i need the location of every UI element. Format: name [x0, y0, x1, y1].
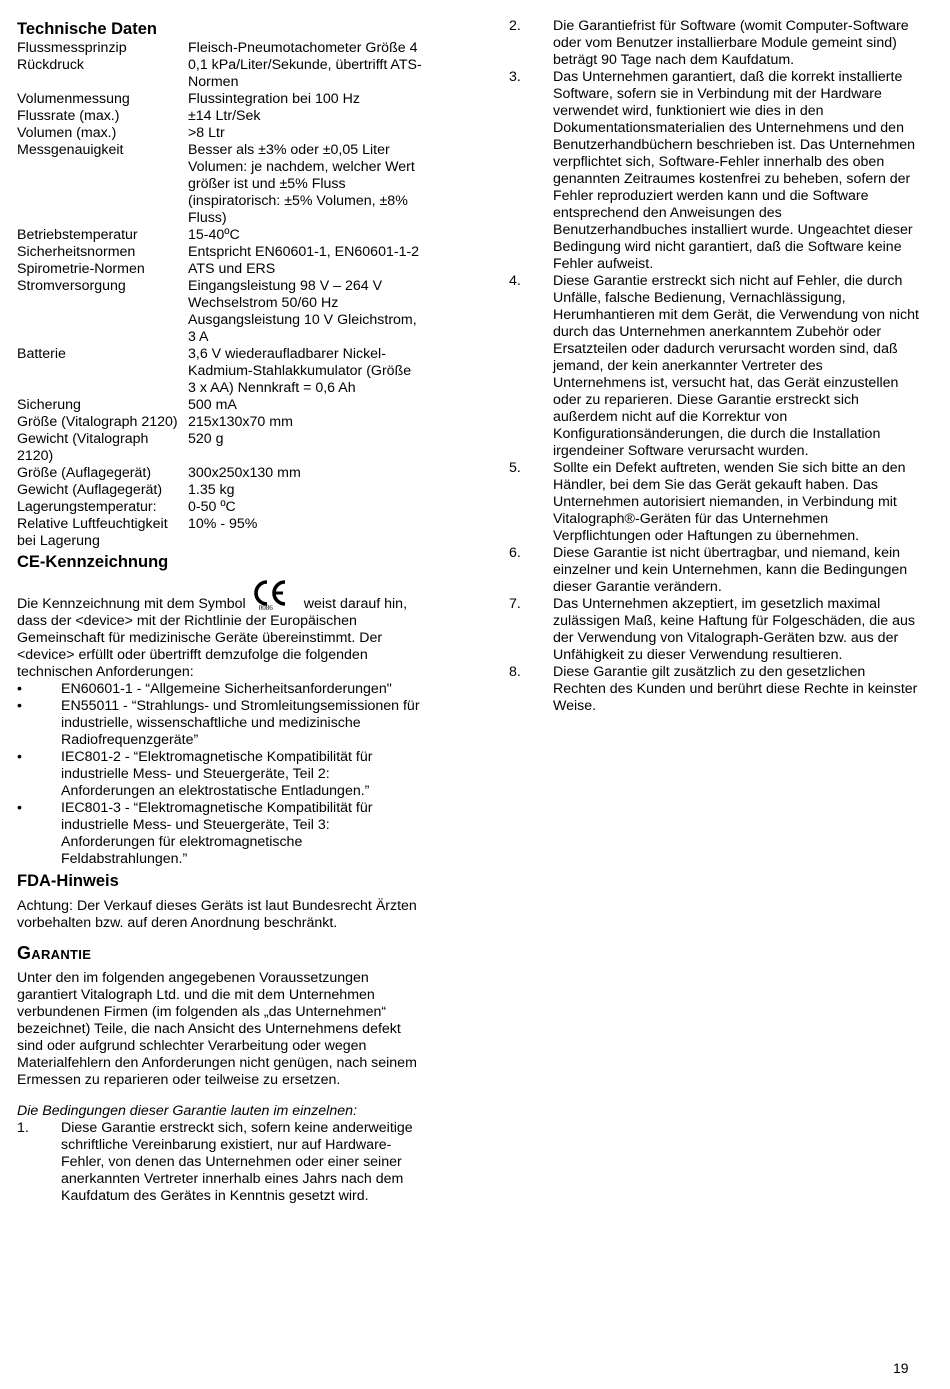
ce-standard-item	[17, 698, 422, 749]
condition-text: Das Unternehmen akzeptiert, im gesetzlich maximal zulässigen Maß, keine Haftung für Folgeschäden, die aus der Verwendung von Vitalograph-Geräten bzw. aus der Unfähigkeit zu dieser Verwendung resultieren.	[553, 596, 915, 663]
condition-item	[509, 664, 919, 715]
spec-label: Stromversorgung	[17, 278, 126, 294]
spec-label: Relative Luftfeuchtigkeit bei Lagerung	[17, 516, 168, 549]
condition-number: 4.	[509, 273, 521, 289]
ce-standard-item	[17, 681, 422, 698]
spec-label: Lagerungstemperatur:	[17, 499, 157, 515]
spec-value: 215x130x70 mm	[188, 414, 293, 430]
condition-item	[509, 69, 919, 273]
spec-value: 3,6 V wiederaufladbarer Nickel-Kadmium-Stahlakkumulator (Größe 3 x AA) Nennkraft = 0,6 Ah	[188, 346, 412, 396]
spec-label: Flussrate (max.)	[17, 108, 120, 124]
spec-label: Spirometrie-Normen	[17, 261, 145, 277]
conditions-list-right	[509, 18, 919, 715]
spec-row	[17, 91, 422, 108]
spec-row	[17, 431, 422, 465]
spec-value: 1.35 kg	[188, 482, 235, 498]
spec-label: Gewicht (Auflagegerät)	[17, 482, 163, 498]
ce-standards-list	[17, 681, 422, 868]
condition-number: 6.	[509, 545, 521, 561]
spec-row	[17, 482, 422, 499]
condition-item	[509, 460, 919, 545]
ce-mark-icon	[250, 579, 290, 613]
condition-number: 1.	[17, 1120, 29, 1136]
spec-label: Sicherung	[17, 397, 81, 413]
fda-heading: FDA-Hinweis	[17, 872, 119, 890]
conditions-list-left	[17, 1120, 422, 1205]
ce-standard-item	[17, 749, 422, 800]
ce-intro-before: Die Kennzeichnung mit dem Symbol	[17, 596, 246, 612]
spec-label: Flussmessprinzip	[17, 40, 127, 56]
condition-number: 7.	[509, 596, 521, 612]
bullet-icon: •	[17, 698, 22, 714]
spec-label: Gewicht (Vitalograph 2120)	[17, 431, 149, 464]
condition-number: 5.	[509, 460, 521, 476]
spec-value: Eingangsleistung 98 V – 264 V Wechselstrom 50/60 Hz Ausgangsleistung 10 V Gleichstrom, 3 A	[188, 278, 417, 345]
condition-number: 2.	[509, 18, 521, 34]
spec-row	[17, 499, 422, 516]
condition-text: Diese Garantie ist nicht übertragbar, und niemand, kein einzelner und kein Unternehmen, kann die Bedingungen dieser Garantie verändern.	[553, 545, 908, 595]
spec-value: Besser als ±3% oder ±0,05 Liter Volumen: je nachdem, welcher Wert größer ist und ±5% Fluss (inspiratorisch: ±5% Volumen, ±8% Fluss)	[188, 142, 415, 226]
spec-label: Größe (Auflagegerät)	[17, 465, 152, 481]
spec-row	[17, 108, 422, 125]
right-column	[509, 18, 919, 715]
spec-value: 0,1 kPa/Liter/Sekunde, übertrifft ATS-Normen	[188, 57, 422, 90]
condition-text: Diese Garantie erstreckt sich nicht auf Fehler, die durch Unfälle, falsche Bedienung, Vernachlässigung, Herumhantieren mit dem Gerät, die Verwendung von nicht durch das Unternehmen anerkanntem Zubehör oder Ersatzteilen oder dadurch verursacht worden sind, daß jemand, der kein anerkannter Vertreter des Unternehmens ist, versucht hat, das Gerät einzustellen oder zu reparieren. Diese Garantie erstreckt sich außerdem nicht auf die Korrektur von Konfigurationsänderungen, die durch die Installation irgendeiner Software verursacht wurden.	[553, 273, 919, 459]
spec-row	[17, 125, 422, 142]
condition-text: Diese Garantie gilt zusätzlich zu den gesetzlichen Rechten des Kunden und berührt diese Rechte in keinster Weise.	[553, 664, 918, 714]
spec-row	[17, 244, 422, 261]
page-number: 19	[893, 1360, 909, 1376]
spec-row	[17, 142, 422, 227]
bullet-icon: •	[17, 800, 22, 816]
condition-text: Das Unternehmen garantiert, daß die korrekt installierte Software, sofern sie in Verbindung mit der Hardware verwendet wird, funktioniert wie dies in den Dokumentationsmaterialien des Unternehmens und den Benutzerhandbüchern beschrieben ist. Das Unternehmen verpflichtet sich, Software-Fehler innerhalb des oben genannten Zeitraumes kostenfrei zu beheben, sofern der Fehler reproduziert werden kann und die Software entsprechend den Anweisungen des Benutzerhandbuches installiert wurde. Ungeachtet dieser Bedingung wird nicht garantiert, daß die Software keine Fehler aufweist.	[553, 69, 916, 272]
condition-item	[509, 596, 919, 664]
spec-value: >8 Ltr	[188, 125, 225, 141]
spec-row	[17, 261, 422, 278]
spec-value: ±14 Ltr/Sek	[188, 108, 261, 124]
spec-label: Messgenauigkeit	[17, 142, 124, 158]
spec-row	[17, 397, 422, 414]
spec-value: 10% - 95%	[188, 516, 258, 532]
bullet-icon: •	[17, 681, 22, 697]
ce-standard-text: EN55011 - “Strahlungs- und Stromleitungsemissionen für industrielle, wissenschaftliche und medizinische Radiofrequenzgeräte”	[61, 698, 420, 748]
spec-label: Volumenmessung	[17, 91, 130, 107]
garantie-intro: Unter den im folgenden angegebenen Voraussetzungen garantiert Vitalograph Ltd. und die mit dem Unternehmen verbundenen Firmen (im folgenden als „das Unternehmen“ bezeichnet) Teile, die nach Ansicht des Unternehmens defekt sind oder aufgrund schlechter Verarbeitung oder wegen Materialfehlern den Anforderungen nicht genügen, nach seinem Ermessen zu reparieren oder teilweise zu ersetzen.	[17, 970, 417, 1088]
spec-row	[17, 414, 422, 431]
ce-standard-item	[17, 800, 422, 868]
spec-value: 15-40ºC	[188, 227, 240, 243]
left-column	[17, 18, 422, 1205]
spec-value: 500 mA	[188, 397, 237, 413]
ce-standard-text: EN60601-1 - “Allgemeine Sicherheitsanforderungen"	[61, 681, 392, 697]
condition-item	[509, 545, 919, 596]
condition-number: 8.	[509, 664, 521, 680]
condition-text: Sollte ein Defekt auftreten, wenden Sie sich bitte an den Händler, bei dem Sie das Gerät gekauft haben. Das Unternehmen autorisiert niemanden, in Verbindung mit Vitalograph®-Geräten für das Unternehmen Verpflichtungen oder Haftungen zu übernehmen.	[553, 460, 906, 544]
spec-row	[17, 465, 422, 482]
spec-label: Rückdruck	[17, 57, 85, 73]
spec-row	[17, 227, 422, 244]
ce-text: dass der <device> mit der Richtlinie der Europäischen Gemeinschaft für medizinische Geräte übereinstimmt. Der <device> erfüllt oder übertrifft demzufolge die folgenden technischen Anforderungen:	[17, 613, 383, 680]
spec-row	[17, 57, 422, 91]
tech-heading: Technische Daten	[17, 20, 157, 38]
spec-label: Batterie	[17, 346, 66, 362]
ce-standard-text: IEC801-2 - “Elektromagnetische Kompatibilität für industrielle Mess- und Steuergeräte, Teil 2: Anforderungen an elektrostatische Entladungen.”	[61, 749, 373, 799]
bullet-icon: •	[17, 749, 22, 765]
spec-value: 520 g	[188, 431, 224, 447]
spec-value: Fleisch-Pneumotachometer Größe 4	[188, 40, 418, 56]
fda-text: Achtung: Der Verkauf dieses Geräts ist laut Bundesrecht Ärzten vorbehalten bzw. auf deren Anordnung beschränkt.	[17, 898, 417, 931]
spec-label: Betriebstemperatur	[17, 227, 138, 243]
condition-item	[17, 1120, 422, 1205]
spec-value: Entspricht EN60601-1, EN60601-1-2	[188, 244, 420, 260]
spec-value: 300x250x130 mm	[188, 465, 301, 481]
spec-row	[17, 278, 422, 346]
spec-label: Größe (Vitalograph 2120)	[17, 414, 178, 430]
spec-row	[17, 40, 422, 57]
spec-row	[17, 346, 422, 397]
ce-intro-line	[17, 579, 422, 613]
condition-item	[509, 273, 919, 460]
spec-table	[17, 40, 422, 550]
spec-value: Flussintegration bei 100 Hz	[188, 91, 360, 107]
garantie-heading: Garantie	[17, 943, 92, 963]
condition-number: 3.	[509, 69, 521, 85]
spec-label: Volumen (max.)	[17, 125, 117, 141]
condition-item	[509, 18, 919, 69]
ce-intro-after: weist darauf hin,	[303, 596, 408, 612]
spec-label: Sicherheitsnormen	[17, 244, 136, 260]
ce-heading: CE-Kennzeichnung	[17, 553, 169, 571]
spec-value: ATS und ERS	[188, 261, 276, 277]
condition-text: Diese Garantie erstreckt sich, sofern keine anderweitige schriftliche Vereinbarung existiert, nur auf Hardware-Fehler, von denen das Unternehmen oder einer seiner anerkannten Vertreter innerhalb eines Jahrs nach dem Kaufdatum des Gerätes in Kenntnis gesetzt wird.	[61, 1120, 413, 1204]
ce-standard-text: IEC801-3 - “Elektromagnetische Kompatibilität für industrielle Mess- und Steuergeräte, Teil 3: Anforderungen für elektromagnetische Feldabstrahlungen.”	[61, 800, 373, 867]
ce-symbol-number: 0086	[258, 604, 273, 612]
spec-value: 0-50 ºC	[188, 499, 236, 515]
condition-text: Die Garantiefrist für Software (womit Computer-Software oder vom Benutzer installierbare Module gemeint sind) beträgt 90 Tage nach dem Kaufdatum.	[553, 18, 909, 68]
conditions-heading: Die Bedingungen dieser Garantie lauten im einzelnen:	[17, 1103, 357, 1119]
spec-row	[17, 516, 422, 550]
